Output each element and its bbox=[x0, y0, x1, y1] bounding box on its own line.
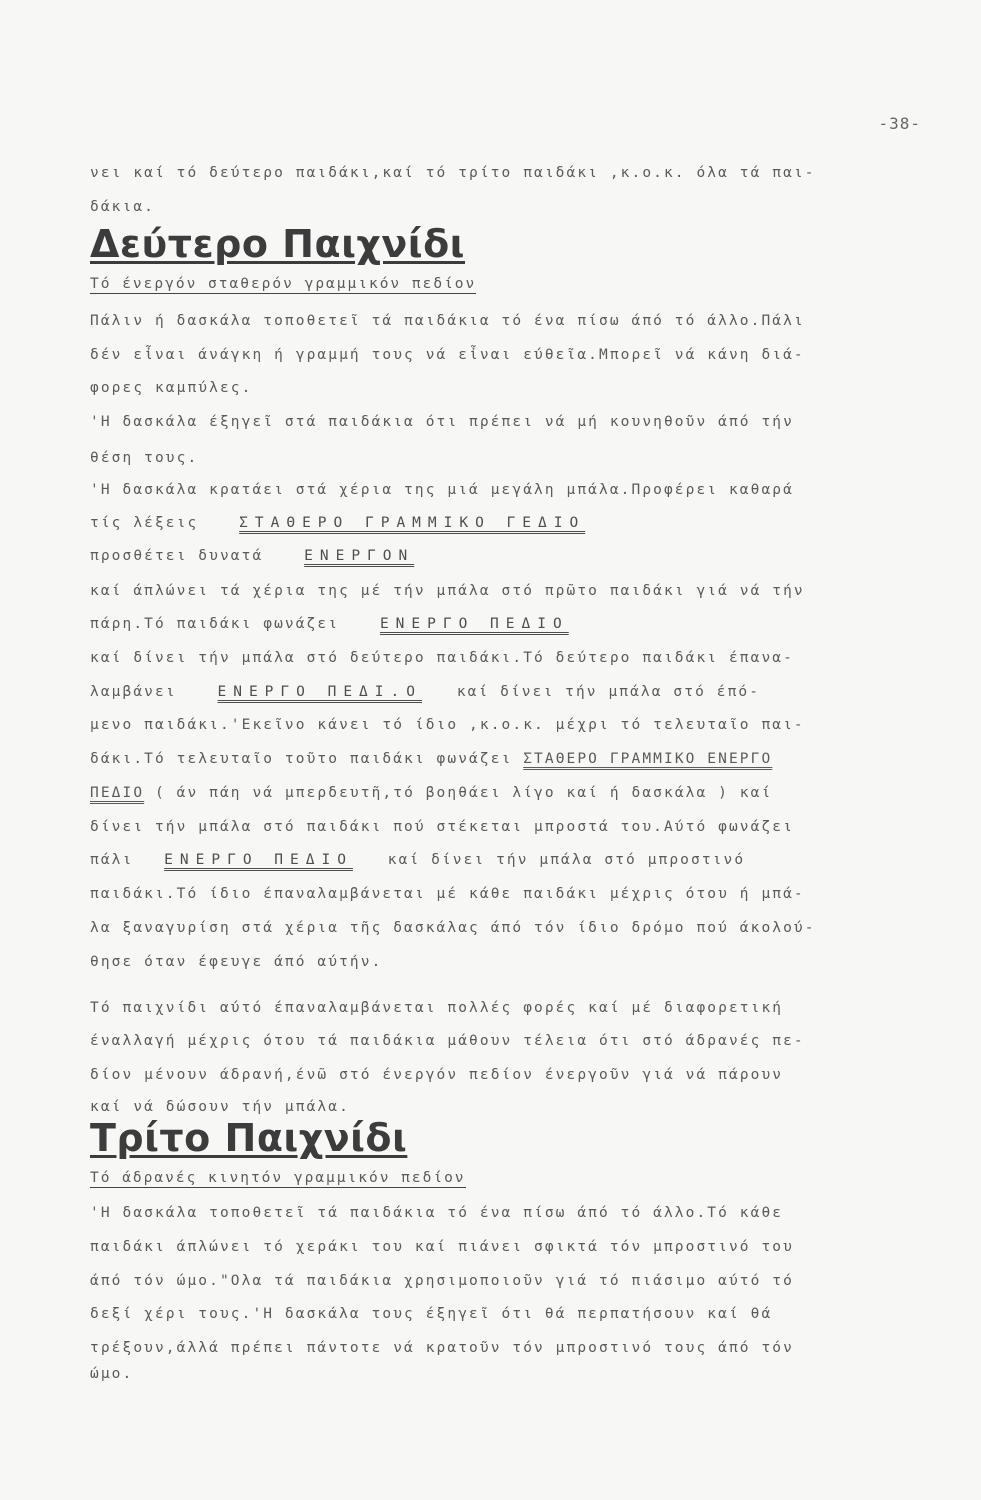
emphasized-phrase: ΕΝΕΡΓΟ ΠΕΔΙΟ bbox=[164, 852, 353, 868]
line-text: λαμβάνει bbox=[90, 684, 177, 700]
body-line: 'Η δασκάλα τοποθετεῖ τά παιδάκια τό ένα πίσω άπό τό άλλο.Τό κάθε bbox=[90, 1205, 784, 1221]
line-text: τίς λέξεις bbox=[90, 515, 199, 531]
body-line: Τό παιχνίδι αύτό έπαναλαμβάνεται πολλές φορές καί μέ διαφορετική bbox=[90, 1000, 784, 1016]
line-text: δάκι.Τό τελευταῖο τοῦτο παιδάκι φωνάζει bbox=[90, 751, 513, 767]
body-line bbox=[90, 785, 772, 801]
body-line bbox=[90, 751, 772, 767]
body-line: άπό τόν ώμο."Ολα τά παιδάκια χρησιμοποιοῦν γιά τό πιάσιμο αύτό τό bbox=[90, 1273, 794, 1289]
intro-line-2: δάκια. bbox=[90, 199, 155, 215]
body-line: έναλλαγή μέχρις ότου τά παιδάκια μάθουν τέλεια ότι στό άδρανές πε- bbox=[90, 1033, 805, 1049]
line-text: ( άν πάη νά μπερδευτῆ,τό βοηθάει λίγο καί ή δασκάλα ) καί bbox=[144, 785, 773, 801]
intro-line-1: νει καί τό δεύτερο παιδάκι,καί τό τρίτο παιδάκι ,κ.ο.κ. όλα τά παι- bbox=[90, 165, 816, 181]
section-heading-game-2: Δεύτερο Παιχνίδι bbox=[90, 222, 465, 266]
page-number: -38- bbox=[878, 114, 921, 133]
section-subtitle-game-2: Τό ένεργόν σταθερόν γραμμικόν πεδίον bbox=[90, 276, 477, 292]
emphasized-phrase: ΕΝΕΡΓΟ ΠΕΔΙΟ bbox=[379, 616, 569, 632]
body-line: δίον μένουν άδρανή,ένῶ στό ένεργόν πεδίον ένεργοῦν γιά νά πάρουν bbox=[90, 1067, 784, 1083]
body-line: τρέξουν,άλλά πρέπει πάντοτε νά κρατοῦν τόν μπροστινό τους άπό τόν bbox=[90, 1340, 794, 1356]
body-line: φορες καμπύλες. bbox=[90, 380, 253, 396]
body-line: παιδάκι άπλώνει τό χεράκι του καί πιάνει σφικτά τόν μπροστινό του bbox=[90, 1239, 794, 1255]
body-line bbox=[90, 684, 760, 700]
body-line: καί άπλώνει τά χέρια της μέ τήν μπάλα στό πρῶτο παιδάκι γιά νά τήν bbox=[90, 583, 805, 599]
line-text: πάλι bbox=[90, 852, 134, 868]
line-text: καί δίνει τήν μπάλα στό μπροστινό bbox=[387, 852, 746, 868]
emphasized-phrase: ΣΤΑΘΕΡΟ ΓΡΑΜΜΙΚΟ ΕΝΕΡΓΟ bbox=[523, 751, 773, 767]
body-line: παιδάκι.Τό ίδιο έπαναλαμβάνεται μέ κάθε παιδάκι μέχρις ότου ή μπά- bbox=[90, 886, 805, 902]
body-line: ώμο. bbox=[90, 1366, 134, 1382]
body-line: δεξί χέρι τους.'Η δασκάλα τους έξηγεῖ ότι θά περπατήσουν καί θά bbox=[90, 1306, 773, 1322]
body-line: μενο παιδάκι.'Εκεῖνο κάνει τό ίδιο ,κ.ο.κ. μέχρι τό τελευταῖο παι- bbox=[90, 717, 805, 733]
body-line: δίνει τήν μπάλα στό παιδάκι πού στέκεται μπροστά του.Αύτό φωνάζει bbox=[90, 819, 794, 835]
emphasized-phrase: ΕΝΕΡΓΟΝ bbox=[304, 548, 415, 564]
body-line: 'Η δασκάλα έξηγεῖ στά παιδάκια ότι πρέπει νά μή κουνηθοῦν άπό τήν bbox=[90, 414, 794, 430]
body-line: καί νά δώσουν τήν μπάλα. bbox=[90, 1099, 350, 1115]
body-line: δέν εἶναι άνάγκη ή γραμμή τους νά εἶναι εύθεῖα.Μπορεῖ νά κάνη διά- bbox=[90, 347, 805, 363]
body-line: 'Η δασκάλα κρατάει στά χέρια της μιά μεγάλη μπάλα.Προφέρει καθαρά bbox=[90, 482, 794, 498]
body-line: λα ξαναγυρίση στά χέρια τῆς δασκάλας άπό τόν ίδιο δρόμο πού άκολού- bbox=[90, 920, 816, 936]
line-text: προσθέτει δυνατά bbox=[90, 548, 264, 564]
body-line bbox=[90, 852, 745, 868]
body-line: θησε όταν έφευγε άπό αύτήν. bbox=[90, 954, 383, 970]
section-heading-game-3: Τρίτο Παιχνίδι bbox=[90, 1116, 408, 1160]
emphasized-phrase: ΠΕΔΙΟ bbox=[90, 785, 145, 801]
body-line bbox=[90, 515, 585, 531]
body-line: Πάλιν ή δασκάλα τοποθετεῖ τά παιδάκια τό ένα πίσω άπό τό άλλο.Πάλι bbox=[90, 313, 805, 329]
line-text: καί δίνει τήν μπάλα στό έπό- bbox=[456, 684, 761, 700]
emphasized-phrase: ΣΤΑΘΕΡΟ ΓΡΑΜΜΙΚΟ ΓΕΔΙΟ bbox=[239, 515, 586, 531]
body-line bbox=[90, 616, 569, 632]
body-line: θέση τους. bbox=[90, 450, 199, 466]
body-line: καί δίνει τήν μπάλα στό δεύτερο παιδάκι.Τό δεύτερο παιδάκι έπανα- bbox=[90, 650, 794, 666]
line-text: πάρη.Τό παιδάκι φωνάζει bbox=[90, 616, 340, 632]
emphasized-phrase: ΕΝΕΡΓΟ ΠΕΔΙ.Ο bbox=[217, 684, 422, 700]
body-line bbox=[90, 548, 414, 564]
section-subtitle-game-3: Τό άδρανές κινητόν γραμμικόν πεδίον bbox=[90, 1170, 466, 1186]
